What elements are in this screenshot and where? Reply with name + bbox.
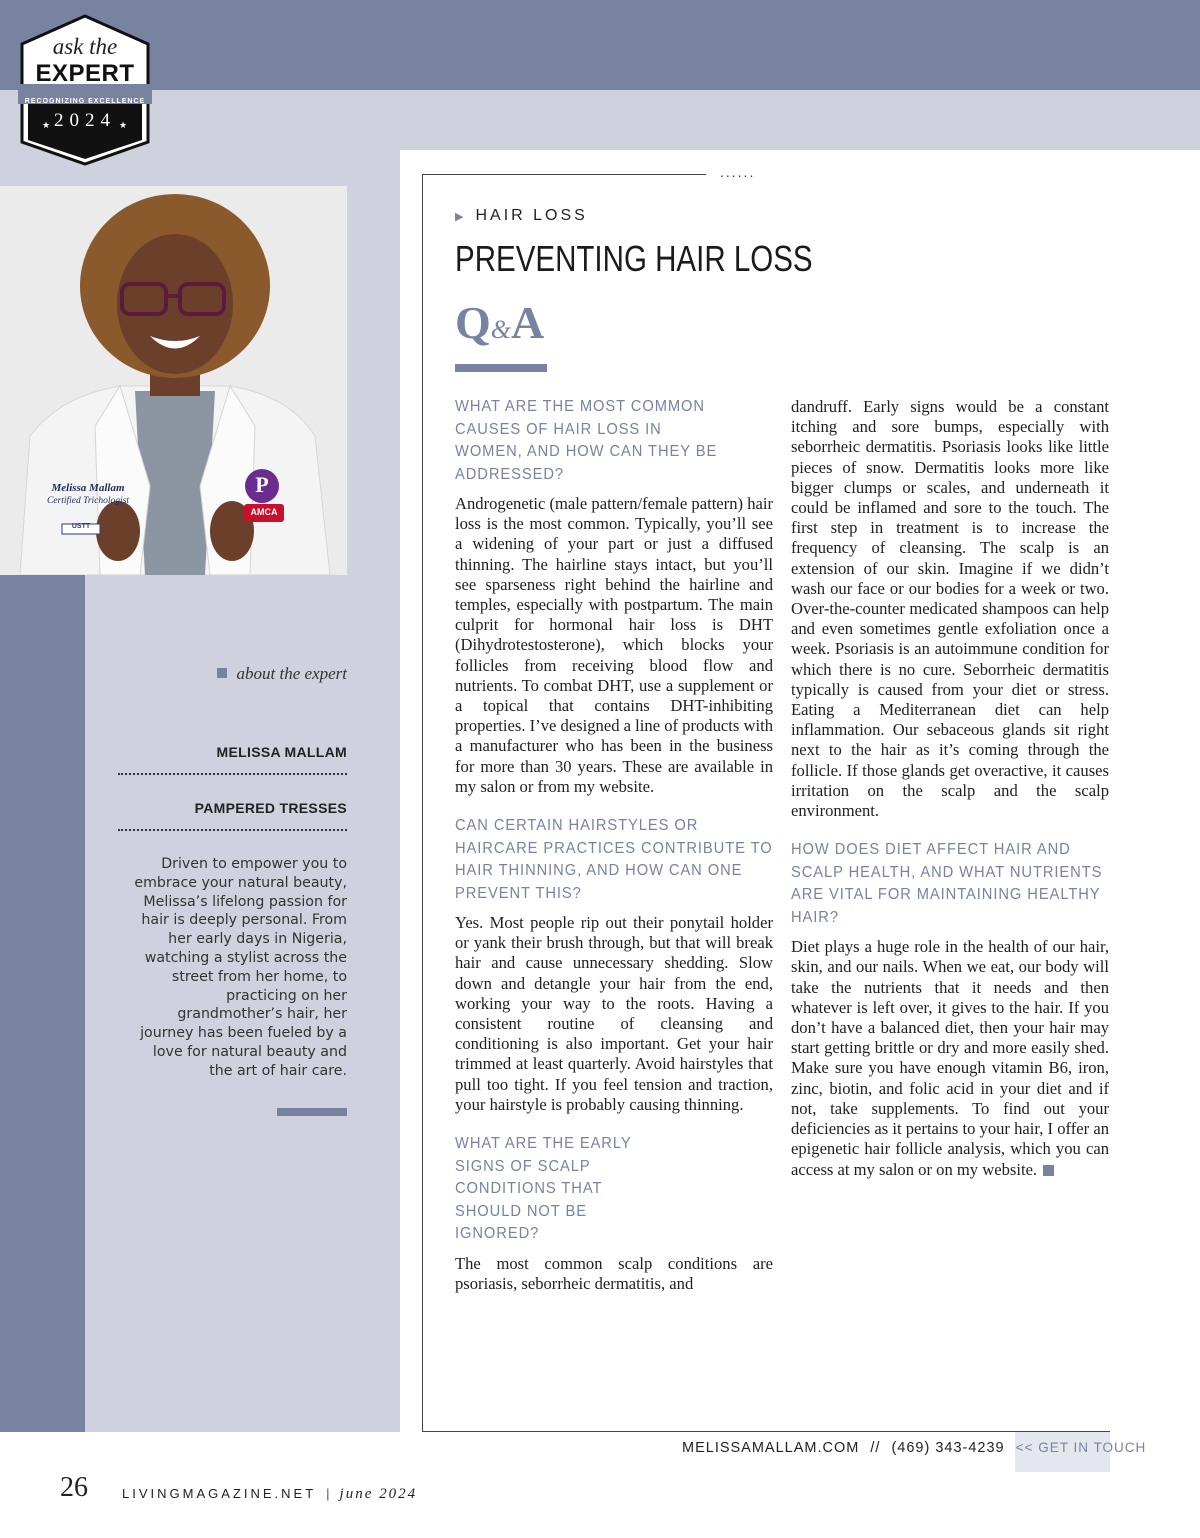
issue-date: june 2024 [339,1486,418,1502]
website-link[interactable]: MELISSAMALLAM.COM [682,1440,860,1456]
answer-1: Androgenetic (male pattern/female pattern) hair loss is the most common. Typically, you’ll see a widening of your part or just a diffused thinning. The hairline stays intact, but you’ll see sparseness right behind the hairline and temples, especially with postpartum. The main culprit for hormonal hair loss is DHT (Dihydrotestosterone), which blocks your follicles from receiving blood flow and nutrients. To combat DHT, use a supplement or a topical that contains DHT-inhibiting properties. I’ve designed a line of products with a manufacturer who has been in the business for more than 30 years. These are available in my salon or from my website. [455,494,773,796]
bio-underline [277,1108,347,1116]
expert-photo [0,186,347,575]
expert-business: PAMPERED TRESSES [194,800,347,816]
frame-rule [422,1431,1110,1432]
phone-number[interactable]: (469) 343-4239 [891,1440,1005,1456]
get-in-touch-link[interactable]: << GET IN TOUCH [1015,1440,1147,1455]
article-title: PREVENTING HAIR LOSS [455,238,813,279]
article-column-left [455,396,773,1294]
qa-underline [455,364,547,372]
answer-4-wrap [791,937,1109,1179]
svg-text:★: ★ [119,121,128,131]
qa-heading [455,296,543,349]
badge-line-2: EXPERT [35,60,135,87]
ask-the-expert-badge [18,14,152,166]
answer-3-continued: dandruff. Early signs would be a constant itching and sore bumps, especially with seborrheic dermatitis. Psoriasis looks like little pieces of snow. Dermatitis looks more like bigger clumps or scales, and underneath it could be inflamed and sore to the touch. The first step in treatment is to increase the frequency of cleansing. The scalp is an extension of our skin. Imagine if we didn’t wash our face or our bodies for a week or two. Over-the-counter medicated shampoos can help and even sometimes gentle exfoliation once a week. Psoriasis is an autoimmune condition for which there is no cure. Seborrheic dermatitis typically is caused from your diet or stress. Eating a Mediterranean diet can help inflammation. Our sebaceous glands sit right next to the hair as it’s coming through the follicle. If those glands get overactive, it causes irritation on the scalp and the scalp environment. [791,397,1109,821]
frame-rule [422,174,706,175]
triangle-icon: ▶ [455,211,464,223]
frame-rule [422,174,423,1432]
question-1: WHAT ARE THE MOST COMMON CAUSES OF HAIR LOSS IN WOMEN, AND HOW CAN THEY BE ADDRESSED? [455,398,718,483]
article-column-right [791,397,1109,1180]
qa-a: A [511,297,544,348]
magazine-footer [122,1486,417,1503]
about-expert-label [150,664,347,684]
end-mark-icon [1043,1165,1054,1176]
section-kicker [455,207,588,225]
kicker-text: HAIR LOSS [475,207,588,224]
coat-name: Melissa Mallam [51,482,125,494]
qa-ampersand: & [490,315,511,344]
dotted-divider [118,773,347,775]
answer-2: Yes. Most people rip out their ponytail holder or yank their brush through, but that will break hair and cause unnecessary shedding. Slow down and detangle your hair from the end, working your way to the roots. Having a consistent routine of cleansing and conditioning is also important. Get your hair trimmed at least quarterly. Avoid hairstyles that pull too tight. If you feel tension and traction, your hairstyle is probably causing thinning. [455,913,773,1114]
qa-q: Q [455,297,490,348]
coat-title: Certified Trichologist [46,496,130,506]
square-icon [217,668,227,678]
badge-year: 2024 [54,110,116,131]
header-band-light [0,90,1200,150]
svg-text:★: ★ [42,121,51,131]
frame-dots: ...... [720,164,756,180]
footer-divider: | [326,1486,330,1501]
badge-line-1: ask the [52,34,118,59]
about-expert-text: about the expert [236,664,347,683]
coat-tag: USTT [71,523,91,530]
contact-separator: // [870,1440,881,1456]
answer-4: Diet plays a huge role in the health of our hair, skin, and our nails. When we eat, our body will take the nutrients that it needs and then whatever is left over, it gives to the hair. If you don’t have a balanced diet, then your hair may start getting brittle or dry and more easily shed. Make sure you have enough vitamin B6, iron, zinc, biotin, and folic acid in your diet and if not, take supplements. To find out your deficiencies as it pertains to your hair, I offer an epigenetic hair follicle analysis, which you can access at my salon or on my website. [791,937,1109,1179]
header-band [0,0,1200,90]
question-2: CAN CERTAIN HAIRSTYLES OR HAIRCARE PRACTICES CONTRIBUTE TO HAIR THINNING, AND HOW CAN ONE PREVENT THIS? [455,817,773,902]
page-number: 26 [60,1472,88,1503]
contact-line [682,1440,1146,1456]
magazine-site[interactable]: LIVINGMAGAZINE.NET [122,1486,317,1501]
badge-tagline: RECOGNIZING EXCELLENCE [24,98,146,105]
patch-letter: P [255,472,269,497]
answer-3: The most common scalp conditions are psoriasis, seborrheic dermatitis, and [455,1253,773,1293]
dotted-divider [118,829,347,831]
question-3: WHAT ARE THE EARLY SIGNS OF SCALP CONDITIONS THAT SHOULD NOT BE IGNORED? [455,1135,632,1243]
patch-text: AMCA [250,507,278,517]
question-4: HOW DOES DIET AFFECT HAIR AND SCALP HEALTH, AND WHAT NUTRIENTS ARE VITAL FOR MAINTAINING HEALTHY HAIR? [791,841,1103,926]
expert-name: MELISSA MALLAM [216,744,347,760]
expert-bio: Driven to empower you to embrace your natural beauty, Melissa’s lifelong passion for hair is deeply personal. From her early days in Nigeria, watching a stylist across the street from her home, to practicing on her grandmother’s hair, her journey has been fueled by a love for natural beauty and the art of hair care. [134,856,347,1079]
expert-portrait-illustration [0,186,347,575]
